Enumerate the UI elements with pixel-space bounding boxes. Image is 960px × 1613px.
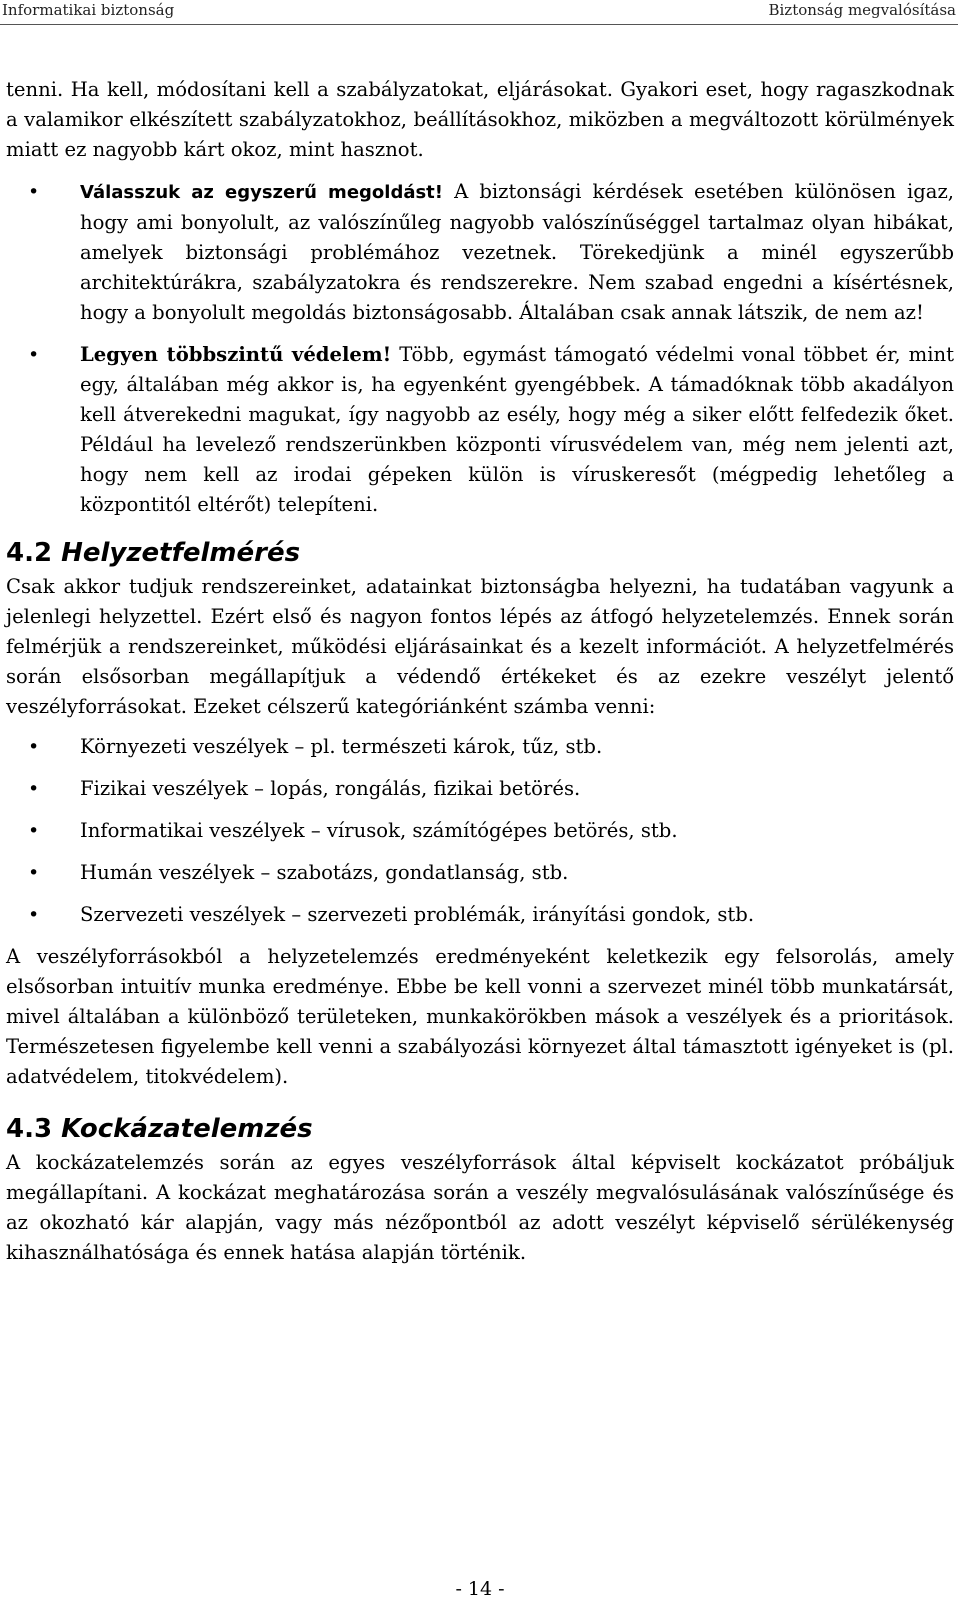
list-item xyxy=(6,177,954,328)
list-item: • Szervezeti veszélyek – szervezeti problémák, irányítási gondok, stb. xyxy=(6,900,954,930)
header-right-title: Biztonság megvalósítása xyxy=(768,1,956,19)
section-4-2-intro: Csak akkor tudjuk rendszereinket, adatainkat biztonságba helyezni, ha tudatában vagyunk a jelenlegi helyzettel. Ezért első és nagyon fontos lépés az átfogó helyzetelemzés. Ennek során felmérjük a rendszereinket, működési eljárásainkat és a kezelt információt. A helyzetfelmérés során elsősorban megállapítjuk a védendő értékeket és az ezekre veszélyt jelentő veszélyforrásokat. Ezeket célszerű kategóriánként számba venni: xyxy=(6,575,954,718)
section-number: 4.3 xyxy=(6,1114,53,1144)
page-content xyxy=(6,75,954,1268)
list-item xyxy=(6,340,954,520)
bullet-lead: Válasszuk az egyszerű megoldást! xyxy=(80,182,444,203)
list-item: • Fizikai veszélyek – lopás, rongálás, fizikai betörés. xyxy=(6,774,954,804)
section-4-3-text: A kockázatelemzés során az egyes veszélyforrások által képviselt kockázatot próbáljuk megállapítani. A kockázat meghatározása során a veszély megvalósulásának valószínűsége és az okozható kár alapján, vagy más nézőpontból az adott veszélyt képviselő sérülékenység kihasználhatósága és ennek hatása alapján történik. xyxy=(6,1151,954,1264)
section-title: Helyzetfelmérés xyxy=(61,538,301,568)
threat-categories-list xyxy=(6,732,954,930)
page-header xyxy=(0,0,958,25)
section-4-2-outro: A veszélyforrásokból a helyzetelemzés eredményeként keletkezik egy felsorolás, amely elsősorban intuitív munka eredménye. Ebbe be kell vonni a szervezet minél több munkatársát, mivel általában a különböző területeken, munkakörökben mások a veszélyek és a prioritások. Természetesen figyelembe kell venni a szabályozási környezet által támasztott igényeket is (pl. adatvédelem, titokvédelem). xyxy=(6,945,954,1088)
list-item: • Informatikai veszélyek – vírusok, számítógépes betörés, stb. xyxy=(6,816,954,846)
bullet-text: A biztonsági kérdések esetében különösen igaz, hogy ami bonyolult, az valószínűleg nagyobb valószínűséggel tartalmaz olyan hibákat, amelyek biztonsági problémához vezetnek. Törekedjünk a minél egyszerűbb architektúrákra, szabályzatokra és rendszerekre. Nem szabad engedni a kísértésnek, hogy a bonyolult megoldás biztonságosabb. Általában csak annak látszik, de nem az! xyxy=(80,180,954,324)
section-number: 4.2 xyxy=(6,538,53,568)
list-item: • Környezeti veszélyek – pl. természeti károk, tűz, stb. xyxy=(6,732,954,762)
section-heading-4-3 xyxy=(6,1114,954,1144)
list-item: • Humán veszélyek – szabotázs, gondatlanság, stb. xyxy=(6,858,954,888)
bullet-lead: Legyen többszintű védelem! xyxy=(80,343,392,366)
principles-list xyxy=(6,177,954,520)
page-number: - 14 - xyxy=(455,1578,505,1600)
section-title: Kockázatelemzés xyxy=(61,1114,313,1144)
bullet-text: Több, egymást támogató védelmi vonal többet ér, mint egy, általában még akkor is, ha egyenként gyengébbek. A támadóknak több akadályon kell átverekedni magukat, így nagyobb az esély, hogy még a siker előtt felfedezik őket. Például ha levelező rendszerünkben központi vírusvédelem van, még nem jelenti azt, hogy nem kell az irodai gépeken külön is víruskeresőt (mégpedig lehetőleg a központitól eltérőt) telepíteni. xyxy=(80,343,954,516)
section-heading-4-2 xyxy=(6,538,954,568)
continued-paragraph: tenni. Ha kell, módosítani kell a szabályzatokat, eljárásokat. Gyakori eset, hogy ragaszkodnak a valamikor elkészített szabályzatokhoz, beállításokhoz, miközben a megváltozott körülmények miatt ez nagyobb kárt okoz, mint hasznot. xyxy=(6,78,954,161)
header-left-title: Informatikai biztonság xyxy=(2,1,175,19)
